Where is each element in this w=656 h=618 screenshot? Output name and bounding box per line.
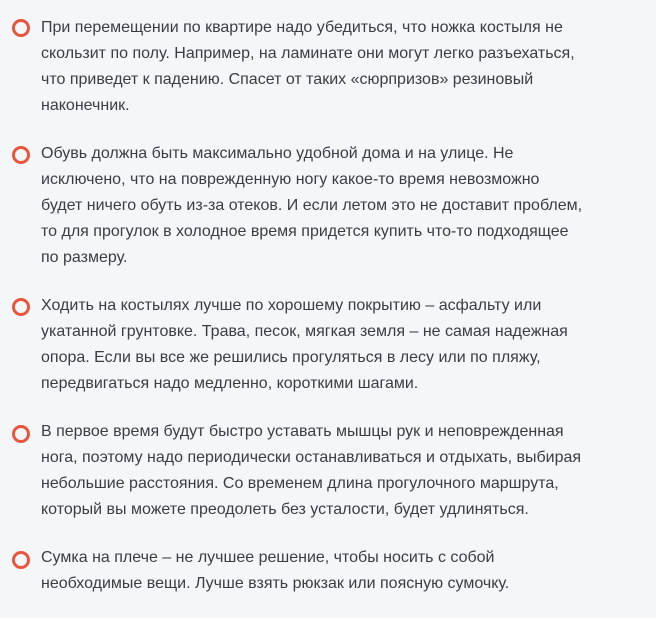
circle-bullet-icon (12, 146, 30, 164)
list-item-text: Сумка на плече – не лучшее решение, чтобы носить с собой необходимые вещи. Лучше взять рюкзак или поясную сумочку. (41, 549, 510, 592)
list-item-text: Обувь должна быть максимально удобной дома и на улице. Не исключено, что на поврежденную ногу какое-то время невозможно будет ничего обуть из-за отеков. И если летом это не доставит проблем, то для прогулок в холодное время придется купить что-то подходящее по размеру. (41, 145, 583, 266)
circle-bullet-icon (12, 19, 30, 37)
circle-bullet-icon (12, 551, 30, 569)
list-item-text: Ходить на костылях лучше по хорошему покрытию – асфальту или укатанной грунтовке. Трава, песок, мягкая земля – не самая надежная опора. Если вы все же решились прогуляться в лесу или по пляжу, передвигаться надо медленно, короткими шагами. (41, 297, 568, 392)
list-item-text: При перемещении по квартире надо убедиться, что ножка костыля не скользит по полу. Например, на ламинате они могут легко разъехаться, что приведет к падению. Спасет от таких «сюрпризов» резиновый наконечник. (41, 19, 575, 114)
list-item-text: В первое время будут быстро уставать мышцы рук и неповрежденная нога, поэтому надо периодически останавливаться и отдыхать, выбирая небольшие расстояния. Со временем длина прогулочного маршрута, который вы можете преодолеть без усталости, будет удлиняться. (41, 423, 582, 518)
circle-bullet-icon (12, 298, 30, 316)
circle-bullet-icon (12, 425, 30, 443)
